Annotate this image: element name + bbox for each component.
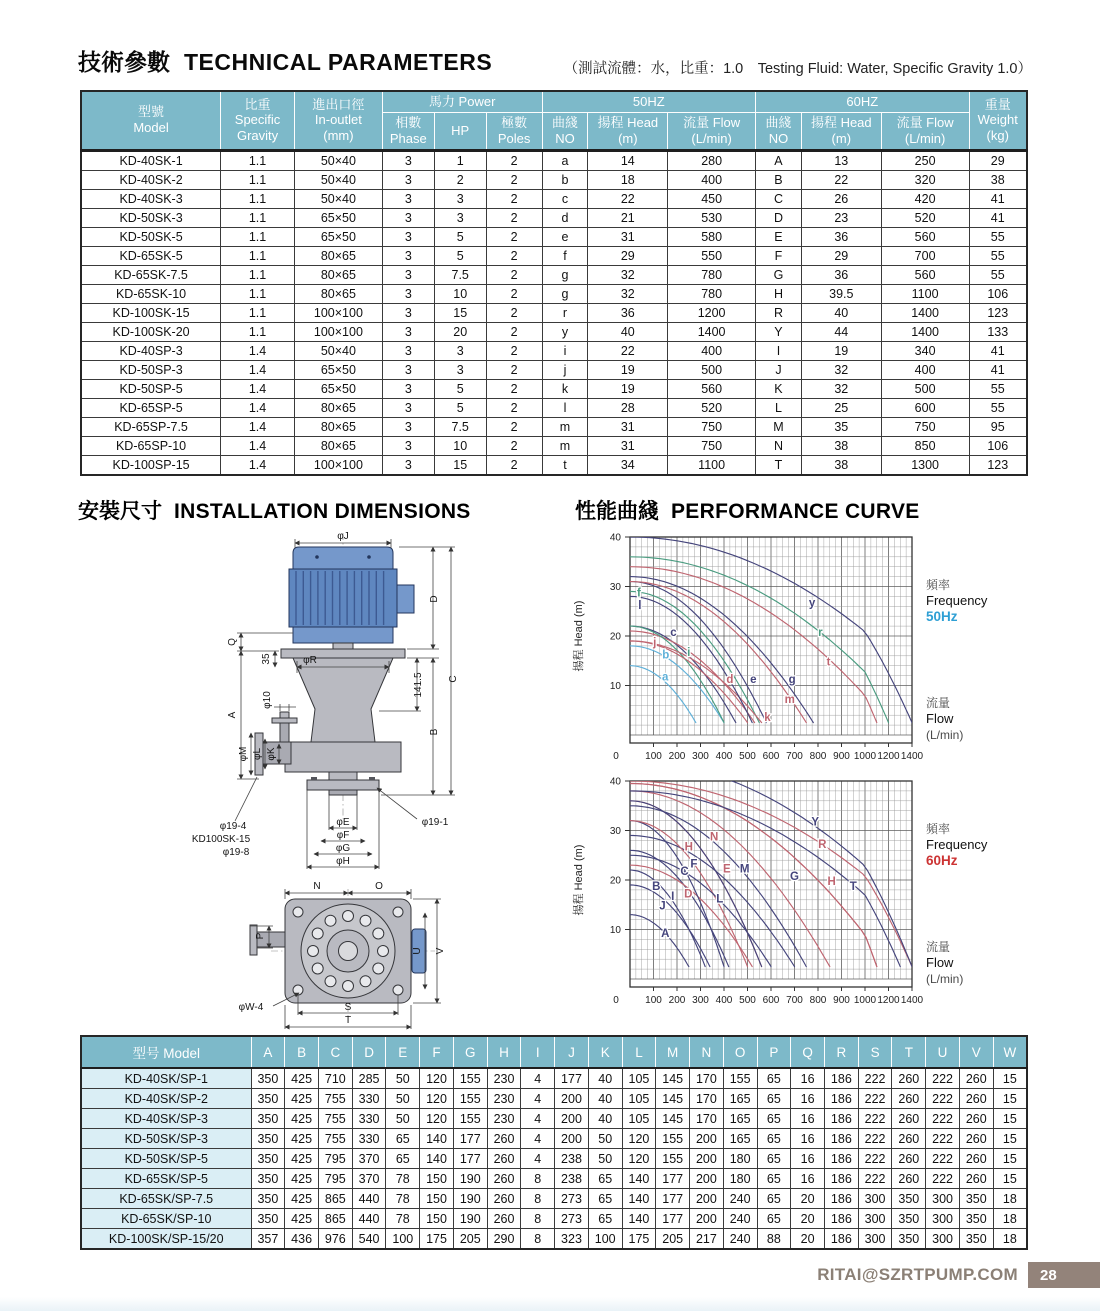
x-tick-label: 300 [692,995,709,1006]
col-S: S [858,1036,892,1068]
col-model: 型号 Model [81,1036,251,1068]
curve-label-Y: Y [811,816,820,829]
curve-label-f: f [637,587,641,600]
dim-label-V: V [435,947,446,955]
col-M: M [656,1036,690,1068]
curve-label-c: c [670,627,677,639]
x-tick-label: 1200 [877,995,900,1006]
dim-label-φW-4: φW-4 [238,1002,264,1013]
frequency-value: 60Hz [926,853,958,868]
page-footer [0,1262,1100,1288]
col-I: I [521,1036,555,1068]
x-tick-label: 1000 [853,995,877,1006]
curve-label-r: r [818,627,823,639]
x-tick-label: 900 [833,751,850,762]
dim-label-Q: Q [227,638,238,646]
x-tick-label: 500 [739,995,756,1006]
table-row: KD-65SP-10 1.4 80×65 3 10 2 m 31 750 N 38 850 106 [81,436,1027,455]
col-T: T [892,1036,926,1068]
dim-label-N: N [313,881,321,892]
motor-junction-box [397,585,414,613]
y-tick-label: 40 [609,776,621,788]
x-tick-label: 600 [762,995,780,1006]
col-K: K [588,1036,622,1068]
curve-label-C: C [680,866,689,879]
table-row: KD-40SK-2 1.1 50×40 3 2 2 b 18 400 B 22 320 38 [81,170,1027,189]
y-tick-label: 10 [609,925,621,936]
table-row: KD-40SP-3 1.4 50×40 3 3 2 i 22 400 I 19 340 41 [81,341,1027,360]
col-hp: HP [434,112,486,150]
pump-base-block [285,742,401,772]
col-R: R [824,1036,858,1068]
table-row: KD-50SK-3 1.1 65×50 3 3 2 d 21 530 D 23 520 41 [81,208,1027,227]
col-50hz-group: 50HZ [542,91,755,112]
table-row: KD-50SK/SP-5 350 425 795 370 65 140 177 260 4 238 50 120 155 200 180 65 16 186 222 260 222 260 15 [81,1149,1027,1169]
testing-fluid-note: （測試流體：水，比重：1.0 Testing Fluid: Water, Specific Gravity 1.0） [563,61,1032,77]
table-row: KD-65SP-7.5 1.4 80×65 3 7.5 2 m 31 750 M 35 750 95 [81,417,1027,436]
frequency-label-zh: 頻率 [926,578,951,592]
y-tick-label: 40 [609,532,621,544]
dim-label-φ19-1: φ19-1 [421,817,449,828]
motor-top-cap [293,547,393,569]
dim-label-φJ: φJ [337,531,349,542]
col-O: O [723,1036,757,1068]
dim-label-φG: φG [335,843,351,854]
curve-label-M: M [739,863,750,876]
dim-label-O: O [375,881,383,892]
table-row: KD-50SK/SP-3 350 425 755 330 65 140 177 260 4 200 50 120 155 200 165 65 16 186 222 260 222 260 15 [81,1129,1027,1149]
performance-chart-60hz [566,771,1026,1017]
table-row: KD-65SK/SP-5 350 425 795 370 78 150 190 260 8 238 65 140 177 200 180 65 16 186 222 260 222 260 15 [81,1169,1027,1189]
flow-label-unit: (L/min) [926,972,964,986]
curve-label-t: t [826,656,831,669]
table-row: KD-40SK/SP-2 350 425 755 330 50 120 155 230 4 200 40 105 145 170 165 65 16 186 222 260 222 260 15 [81,1089,1027,1109]
col-specific-gravity: 比重 Specific Gravity [221,91,295,150]
col-Q: Q [791,1036,825,1068]
dim-label-KD100SK-15: KD100SK-15 [191,834,251,845]
curve-label-H: H [827,875,836,888]
dim-label-φH: φH [336,856,350,867]
col-head-60: 揚程 Head (m) [801,112,881,150]
curve-label-j: j [653,636,657,649]
col-C: C [318,1036,352,1068]
table-row: KD-100SP-15 1.4 100×100 3 15 2 t 34 1100 T 38 1300 123 [81,455,1027,475]
x-tick-label: 600 [762,751,780,762]
curve-label-A: A [661,927,670,940]
col-B: B [285,1036,319,1068]
y-tick-label: 10 [609,681,621,692]
dim-label-35: 35 [261,653,272,665]
performance-chart-50hz [566,527,1026,773]
x-tick-label: 700 [786,995,803,1006]
dim-label-φR: φR [303,655,317,666]
curve-label-T: T [849,880,857,893]
col-weight: 重量 Weight (kg) [969,91,1027,150]
curve-label-i: i [687,646,691,659]
table-row: KD-50SP-3 1.4 65×50 3 3 2 j 19 500 J 32 400 41 [81,360,1027,379]
y-tick-label: 20 [609,631,621,643]
frequency-value: 50Hz [926,609,958,624]
table-row: KD-50SP-5 1.4 65×50 3 5 2 k 19 560 K 32 500 55 [81,379,1027,398]
curve-label-F: F [690,858,698,871]
table-row: KD-50SK-5 1.1 65×50 3 5 2 e 31 580 E 36 560 55 [81,227,1027,246]
dim-label-φL: φL [252,747,263,761]
curve-label-N: N [709,831,719,844]
curve-label-J: J [659,900,666,913]
x-tick-label: 200 [668,751,686,762]
x-tick-label: 1200 [877,751,900,762]
table-row: KD-40SK/SP-1 350 425 710 285 50 120 155 230 4 177 40 105 145 170 155 65 16 186 222 260 222 260 15 [81,1068,1027,1089]
page-number-badge [1028,1262,1100,1288]
table-row: KD-100SK-20 1.1 100×100 3 20 2 y 40 1400 Y 44 1400 133 [81,322,1027,341]
dim-label-P: P [255,932,266,940]
x-tick-label: 700 [786,751,803,762]
col-W: W [993,1036,1027,1068]
installation-drawing [133,527,593,1037]
col-60hz-group: 60HZ [756,91,969,112]
curve-label-D: D [684,888,693,901]
col-E: E [386,1036,420,1068]
dimensions-table-body [81,1068,1027,1249]
page-number: 28 [1040,1266,1057,1284]
table-row: KD-65SP-5 1.4 80×65 3 5 2 l 28 520 L 25 600 55 [81,398,1027,417]
dim-label-B: B [429,728,440,736]
col-curve-no-60: 曲綫 NO [756,112,802,150]
flow-label-en: Flow [926,955,954,970]
curve-label-E: E [722,863,731,876]
frequency-label-en: Frequency [926,593,988,608]
col-poles: 極數 Poles [486,112,542,150]
dim-label-φM: φM [238,746,249,762]
curve-B [630,870,705,967]
curve-label-H: H [684,841,693,854]
x-tick-label: 1000 [853,751,877,762]
page-title [78,44,492,77]
dim-label-φK: φK [266,747,277,761]
curve-k [630,641,762,723]
frequency-label-en: Frequency [926,837,988,852]
col-N: N [690,1036,724,1068]
dim-label-A: A [227,711,238,719]
footer-email: RITAI@SZRTPUMP.COM [817,1265,1018,1284]
table-row: KD-65SK-7.5 1.1 80×65 3 7.5 2 g 32 780 G 36 560 55 [81,265,1027,284]
col-in-outlet: 進出口徑 In-outlet (mm) [294,91,382,150]
x-tick-label: 800 [809,751,827,762]
x-tick-label: 900 [833,995,850,1006]
curve-l [630,596,752,722]
curve-label-L: L [716,893,724,906]
curve-label-l: l [638,599,642,612]
x-tick-label: 100 [645,751,662,762]
flow-label-zh: 流量 [926,940,951,954]
x-tick-label: 800 [809,995,827,1006]
col-G: G [453,1036,487,1068]
curve-label-e: e [750,674,757,687]
dimensions-table [80,1035,1028,1250]
dim-label-φ19-8: φ19-8 [222,847,250,858]
table-row: KD-65SK/SP-10 350 425 865 440 78 150 190 260 8 273 65 140 177 200 240 65 20 186 300 350 300 350 18 [81,1209,1027,1229]
x-tick-label: 200 [668,995,686,1006]
curve-label-b: b [662,649,670,662]
page-title-en: TECHNICAL PARAMETERS [184,49,493,75]
table-row: KD-40SK-3 1.1 50×40 3 3 2 c 22 450 C 26 420 41 [81,189,1027,208]
pump-column [293,658,393,742]
dim-label-D: D [429,595,440,603]
x-tick-label: 400 [715,995,733,1006]
x-tick-label: 400 [715,751,733,762]
x-tick-label: 1400 [900,995,924,1006]
col-D: D [352,1036,386,1068]
technical-table-header [81,91,1027,150]
col-A: A [251,1036,285,1068]
curve-label-m: m [784,693,795,706]
dim-label-φ10: φ10 [262,691,273,709]
y-axis-label: 揚程 Head (m) [573,600,585,672]
page-title-zh: 技術參數 [78,49,170,75]
y-axis-label: 揚程 Head (m) [573,844,585,916]
table-row: KD-40SK/SP-3 350 425 755 330 50 120 155 230 4 200 40 105 145 170 165 65 16 186 222 260 222 260 15 [81,1109,1027,1129]
dim-label-φE: φE [336,817,350,828]
y-tick-label: 20 [609,875,621,887]
technical-parameters-table [80,90,1028,476]
curve-G [630,801,762,967]
curve-label-y: y [808,597,816,610]
col-F: F [420,1036,454,1068]
table-row: KD-40SK-1 1.1 50×40 3 1 2 a 14 280 A 13 250 29 [81,150,1027,170]
y-tick-label: 30 [609,826,621,837]
dimensions-table-header [81,1036,1027,1068]
table-row: KD-100SK-15 1.1 100×100 3 15 2 r 36 1200 R 40 1400 123 [81,303,1027,322]
curve-label-g: g [788,674,796,687]
col-flow-50: 流量 Flow (L/min) [668,112,756,150]
col-flow-60: 流量 Flow (L/min) [881,112,969,150]
col-curve-no-50: 曲綫 NO [542,112,588,150]
col-J: J [555,1036,589,1068]
curve-label-R: R [818,838,827,851]
table-row: KD-100SK/SP-15/20 357 436 976 540 100 175 205 290 8 323 100 175 205 217 240 88 20 186 300 350 300 350 18 [81,1229,1027,1250]
frequency-label-zh: 頻率 [926,822,951,836]
technical-table-body [81,150,1027,475]
table-row: KD-65SK-5 1.1 80×65 3 5 2 f 29 550 F 29 700 55 [81,246,1027,265]
dim-label-S: S [344,1002,352,1013]
col-power-group: 馬力 Power [382,91,542,112]
col-phase: 相數 Phase [382,112,434,150]
flow-label-zh: 流量 [926,696,951,710]
curve-label-G: G [790,871,799,883]
col-P: P [757,1036,791,1068]
col-H: H [487,1036,521,1068]
motor-bottom-cap [293,627,393,643]
flow-label-en: Flow [926,711,954,726]
x-tick-label: 100 [645,995,662,1006]
curve-label-I: I [671,890,675,903]
col-L: L [622,1036,656,1068]
y-tick-label: 30 [609,582,621,593]
x-tick-label: 0 [613,995,619,1006]
dim-label-C: C [448,675,459,683]
x-tick-label: 0 [613,751,619,762]
curve-label-k: k [764,712,771,725]
dim-label-T: T [344,1015,352,1026]
dim-label-φ19-4: φ19-4 [219,821,247,832]
section-installation-dimensions: 安裝尺寸 INSTALLATION DIMENSIONS [78,500,471,523]
motor-body [289,569,397,627]
x-tick-label: 300 [692,751,709,762]
dim-label-U: U [412,947,423,955]
section-performance-curve: 性能曲綫 PERFORMANCE CURVE [575,500,920,523]
dim-table-header-row [81,1036,1027,1068]
table-row: KD-65SK-10 1.1 80×65 3 10 2 g 32 780 H 39.5 1100 106 [81,284,1027,303]
col-U: U [926,1036,960,1068]
curve-label-B: B [652,880,661,893]
col-V: V [959,1036,993,1068]
flow-label-unit: (L/min) [926,728,964,742]
dim-label-141.5: 141.5 [413,672,424,698]
curve-E [630,801,762,967]
x-tick-label: 500 [739,751,756,762]
motor-flange [281,649,405,658]
curve-label-d: d [726,674,734,687]
x-tick-label: 1400 [900,751,924,762]
dim-label-φF: φF [336,830,350,841]
col-head-50: 揚程 Head (m) [588,112,668,150]
bottom-flange [307,780,379,790]
curve-label-a: a [662,671,669,684]
table-row: KD-65SK/SP-7.5 350 425 865 440 78 150 190 260 8 273 65 140 177 200 240 65 20 186 300 350 300 350 18 [81,1189,1027,1209]
col-model: 型號 Model [81,91,221,150]
